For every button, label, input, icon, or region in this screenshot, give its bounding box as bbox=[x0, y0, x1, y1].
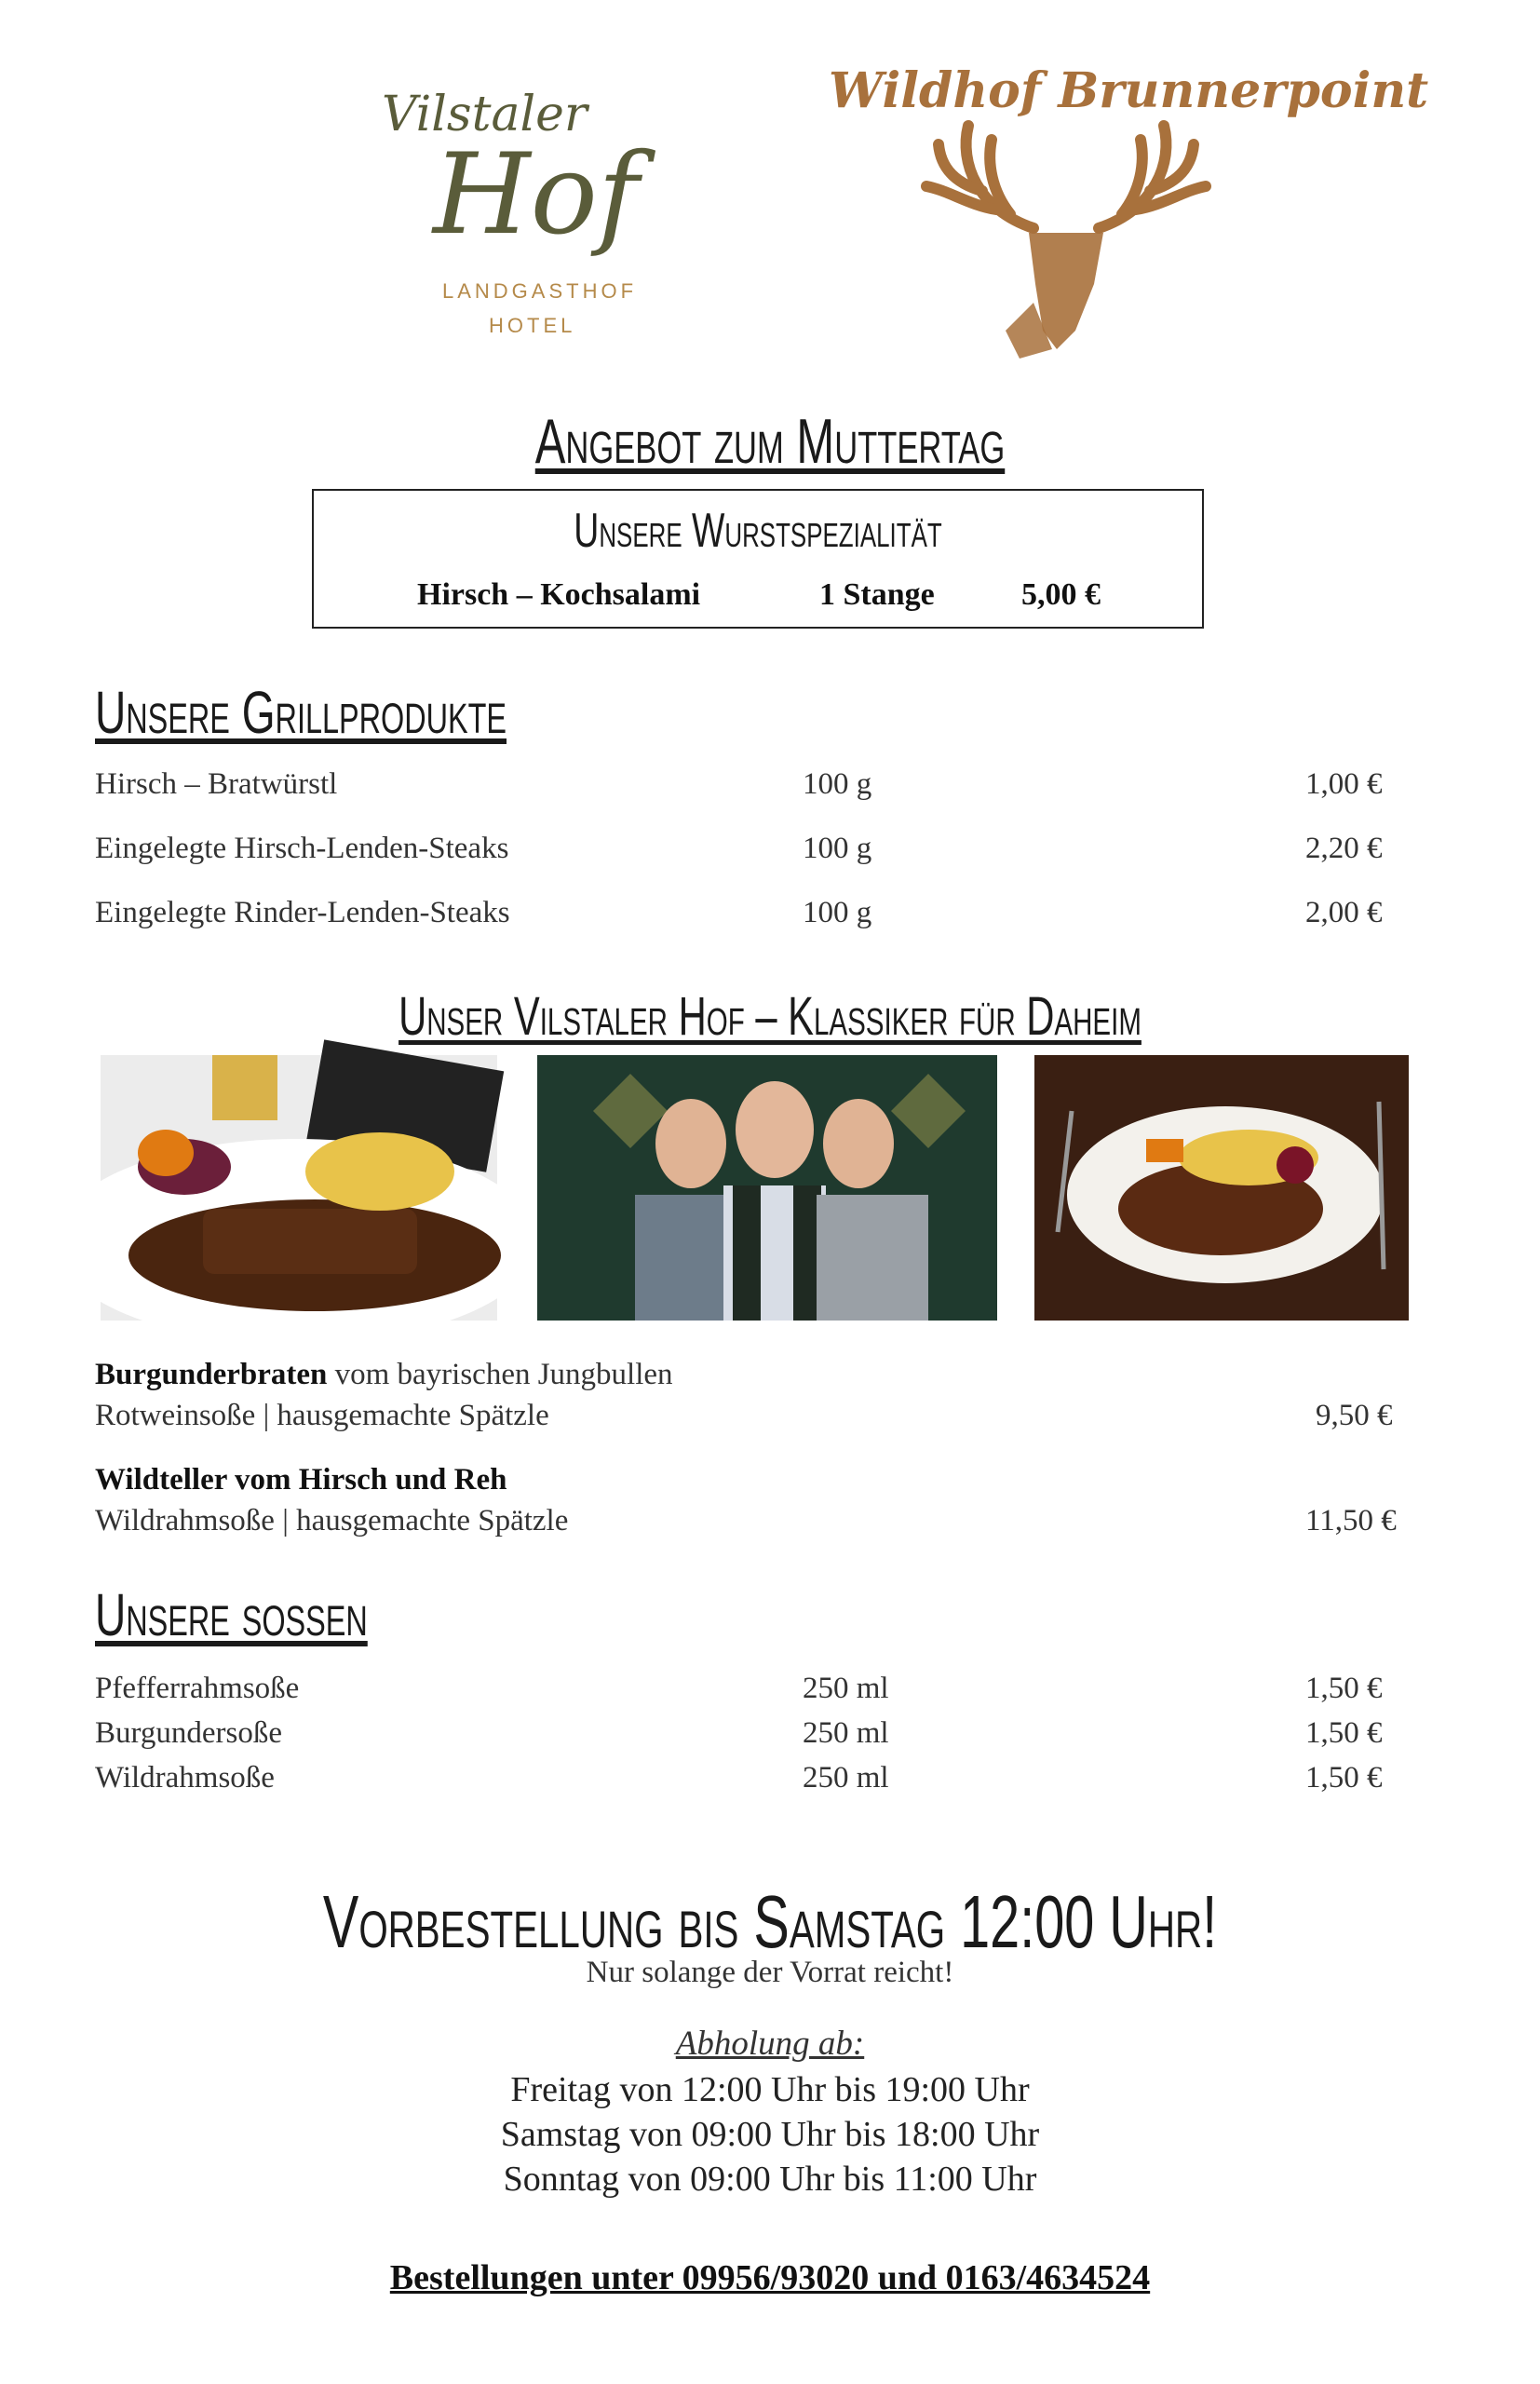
sauce-qty: 250 ml bbox=[803, 1761, 889, 1795]
team-photo bbox=[537, 1055, 997, 1321]
sauce-price: 1,50 € bbox=[1305, 1672, 1383, 1705]
sauces-heading: Unsere soßen bbox=[95, 1581, 368, 1648]
contact-phone: Bestellungen unter 09956/93020 und 0163/4634524 bbox=[389, 2258, 1151, 2297]
sauce-qty: 250 ml bbox=[803, 1672, 889, 1705]
sauce-price: 1,50 € bbox=[1305, 1761, 1383, 1795]
dish-name: Burgunderbraten bbox=[95, 1358, 328, 1391]
grill-item-name: Eingelegte Rinder-Lenden-Steaks bbox=[95, 896, 510, 929]
logo-hof-text: Hof bbox=[433, 130, 640, 260]
special-item-qty: 1 Stange bbox=[819, 577, 935, 612]
dish-name: Wildteller vom Hirsch und Reh bbox=[95, 1463, 507, 1497]
grill-item-name: Eingelegte Hirsch-Lenden-Steaks bbox=[95, 832, 509, 865]
logo-wildhof-text: Wildhof Brunnerpoint bbox=[829, 62, 1429, 119]
stag-icon bbox=[926, 126, 1206, 228]
dish-sides: Rotweinsoße | hausgemachte Spätzle bbox=[95, 1399, 549, 1432]
preorder-deadline: Vorbestellung bis Samstag 12:00 Uhr! bbox=[322, 1880, 1218, 1963]
pickup-time: Samstag von 09:00 Uhr bis 18:00 Uhr bbox=[500, 2115, 1040, 2154]
dish-price: 9,50 € bbox=[1316, 1399, 1393, 1432]
dish-burgunderbraten bbox=[95, 1358, 673, 1392]
special-item-name: Hirsch – Kochsalami bbox=[417, 577, 701, 612]
special-title: Unsere Wurstspezialität bbox=[574, 504, 942, 558]
logo-hotel-text: HOTEL bbox=[489, 314, 576, 337]
pickup-time: Sonntag von 09:00 Uhr bis 11:00 Uhr bbox=[503, 2160, 1037, 2199]
wildhof-brunnerpoint-logo bbox=[819, 51, 1429, 368]
grill-heading: Unsere Grillprodukte bbox=[95, 679, 507, 746]
logo-landgasthof-text: LANDGASTHOF bbox=[442, 279, 638, 303]
vilstaler-hof-logo bbox=[377, 74, 698, 354]
sauce-name: Pfefferrahmsoße bbox=[95, 1672, 300, 1705]
special-item-price: 5,00 € bbox=[1021, 577, 1101, 612]
pickup-time: Freitag von 12:00 Uhr bis 19:00 Uhr bbox=[510, 2070, 1030, 2109]
grill-item-price: 2,00 € bbox=[1305, 896, 1383, 929]
grill-item-price: 2,20 € bbox=[1305, 832, 1383, 865]
grill-item-price: 1,00 € bbox=[1305, 767, 1383, 801]
grill-item-qty: 100 g bbox=[803, 832, 872, 865]
sauce-name: Wildrahmsoße bbox=[95, 1761, 275, 1795]
pickup-label: Abholung ab: bbox=[675, 2025, 865, 2063]
dish-wildteller bbox=[95, 1463, 507, 1497]
dish-price: 11,50 € bbox=[1305, 1504, 1397, 1537]
classics-heading: Unser Vilstaler Hof – Klassiker für Daheim bbox=[399, 986, 1141, 1047]
sauce-name: Burgundersoße bbox=[95, 1716, 283, 1750]
grill-item-qty: 100 g bbox=[803, 896, 872, 929]
dish-sides: Wildrahmsoße | hausgemachte Spätzle bbox=[95, 1504, 569, 1537]
sauce-qty: 250 ml bbox=[803, 1716, 889, 1750]
logo-vilstaler-text: Vilstaler bbox=[382, 87, 588, 142]
dish-suffix: vom bayrischen Jungbullen bbox=[327, 1358, 673, 1391]
grill-item-name: Hirsch – Bratwürstl bbox=[95, 767, 338, 801]
grill-item-qty: 100 g bbox=[803, 767, 872, 801]
stock-note: Nur solange der Vorrat reicht! bbox=[586, 1956, 954, 1989]
burgunderbraten-photo bbox=[101, 1055, 497, 1321]
wildteller-photo bbox=[1034, 1055, 1409, 1321]
page-title: Angebot zum Muttertag bbox=[534, 406, 1006, 477]
sauce-price: 1,50 € bbox=[1305, 1716, 1383, 1750]
